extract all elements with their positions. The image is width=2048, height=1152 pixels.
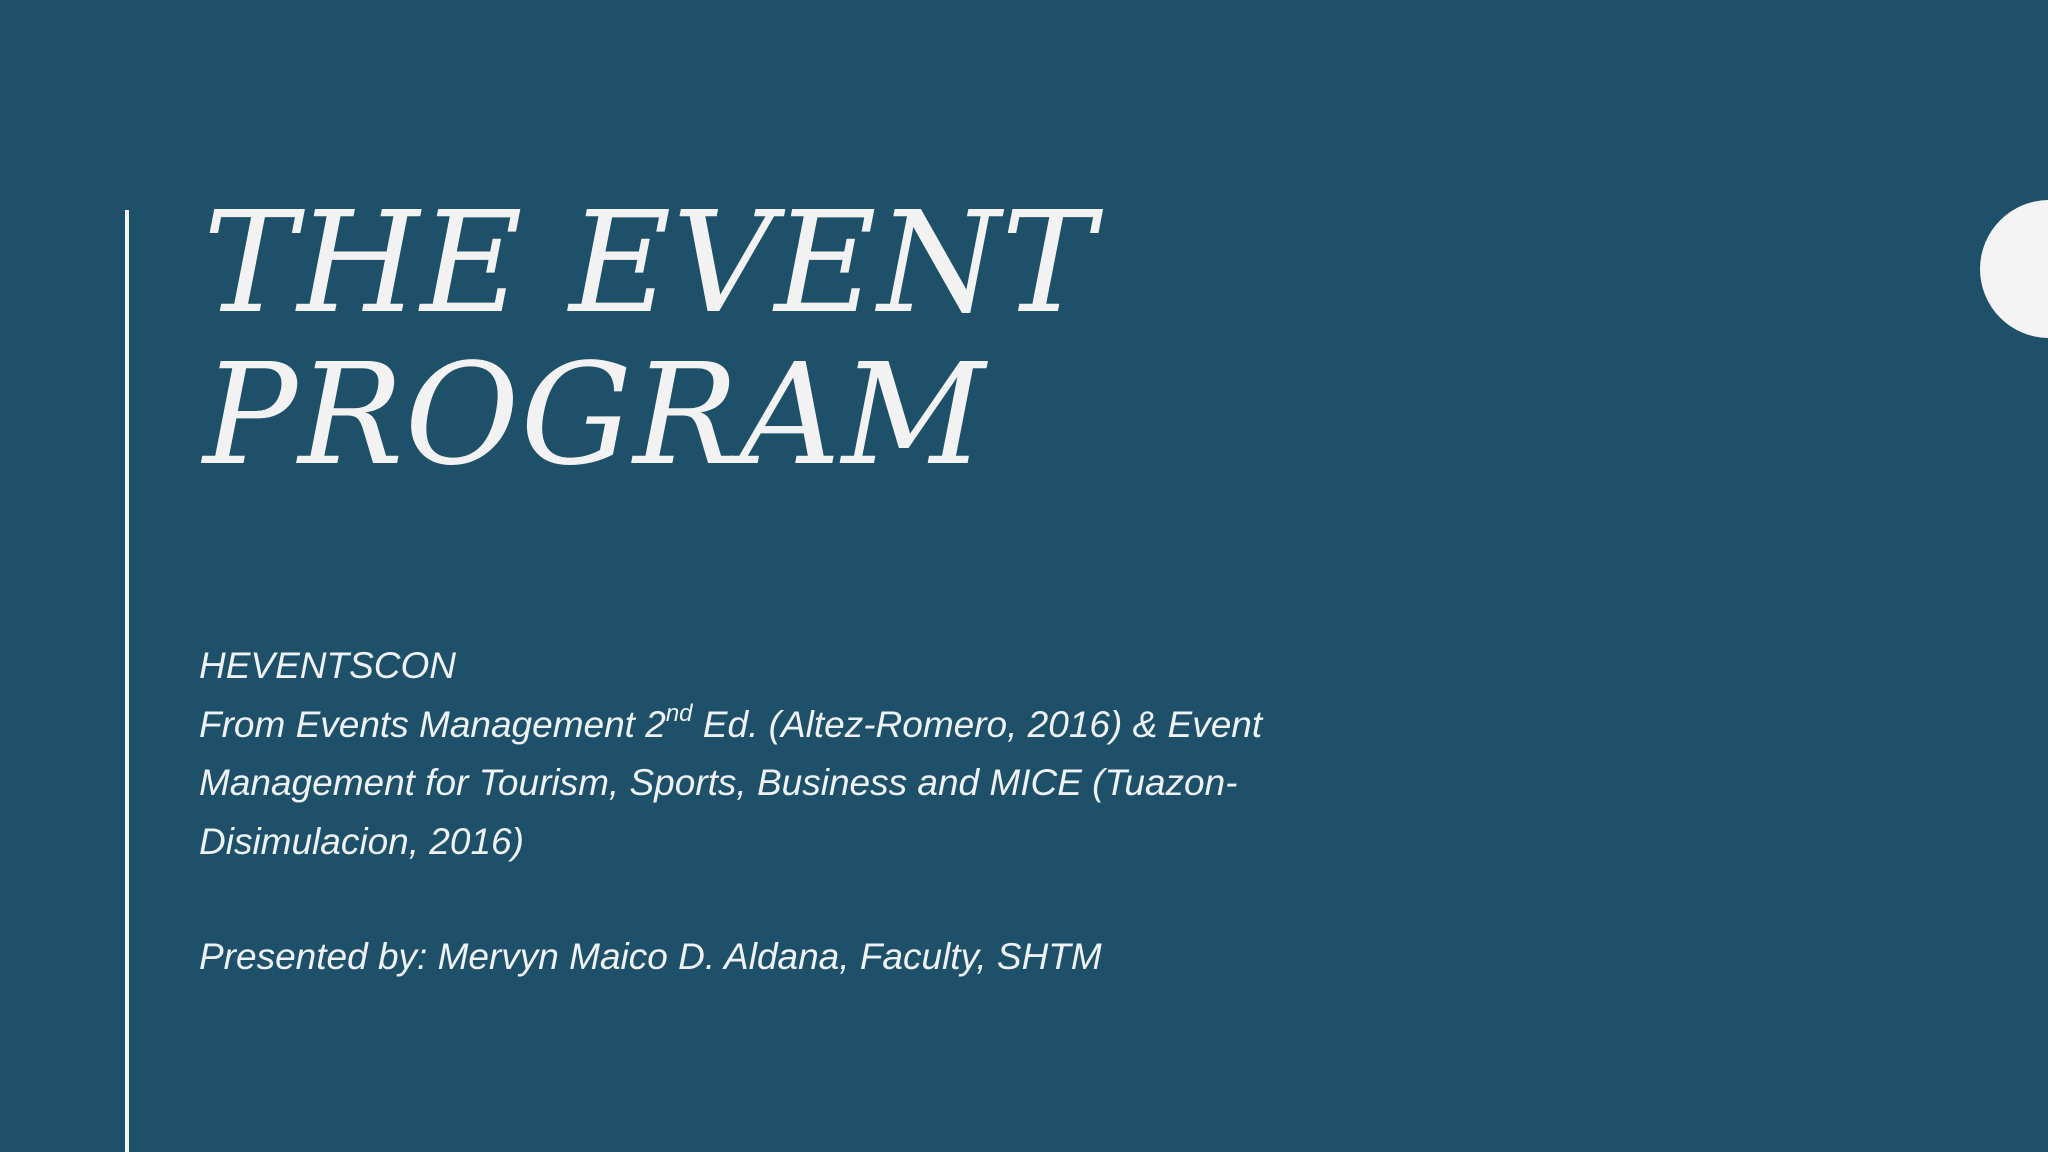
course-code: HEVENTSCON <box>199 645 456 686</box>
presenter-credit: Presented by: Mervyn Maico D. Aldana, Faculty, SHTM <box>199 936 1102 977</box>
accent-circle-decoration <box>1980 200 2048 338</box>
title-line-1: THE EVENT <box>203 182 1096 345</box>
source-line-1 <box>199 696 1399 755</box>
slide-title <box>203 182 1096 497</box>
source-line-3: Disimulacion, 2016) <box>199 820 524 862</box>
ordinal-superscript: nd <box>665 700 693 728</box>
source-line-1-pre: From Events Management 2 <box>199 703 666 745</box>
source-line-1-post: Ed. (Altez-Romero, 2016) & Event <box>692 703 1263 745</box>
title-line-2: PROGRAM <box>203 334 987 497</box>
vertical-accent-line <box>125 210 129 1152</box>
source-line-2: Management for Tourism, Sports, Business and MICE (Tuazon- <box>199 762 1238 803</box>
slide-subtitle <box>199 637 1399 871</box>
